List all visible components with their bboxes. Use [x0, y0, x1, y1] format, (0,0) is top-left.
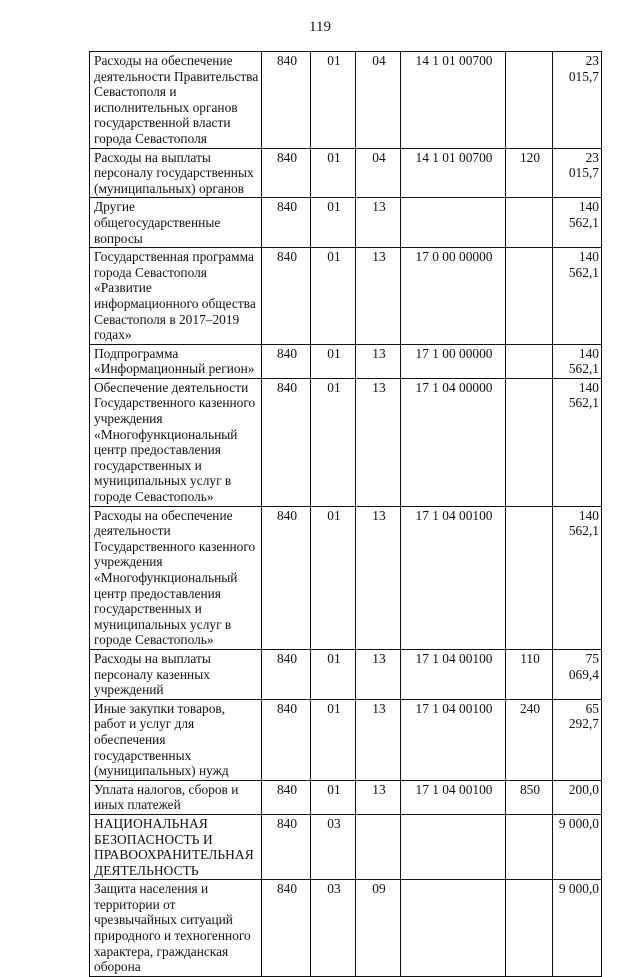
row-name: Другие общегосударственные вопросы [90, 198, 262, 248]
row-amount: 65 292,7 [553, 699, 602, 780]
row-name: Государственная программа города Севастополя «Развитие информационного общества Севастополя в 2017–2019 годах» [90, 248, 262, 345]
row-code: 840 [262, 649, 311, 699]
row-amount: 9 000,0 [553, 814, 602, 879]
page-number: 119 [309, 19, 331, 35]
row-subsection: 13 [356, 198, 401, 248]
table-row [90, 248, 602, 345]
row-subsection [356, 814, 401, 879]
table-row [90, 814, 602, 879]
row-amount: 200,0 [553, 780, 602, 814]
row-subsection: 13 [356, 344, 401, 378]
row-type [506, 52, 553, 149]
row-article: 17 1 04 00000 [401, 378, 506, 506]
row-section: 01 [311, 506, 356, 649]
row-amount: 140 562,1 [553, 248, 602, 345]
row-name: Защита населения и территории от чрезвычайных ситуаций природного и техногенного характера, гражданская оборона [90, 880, 262, 977]
row-name: Иные закупки товаров, работ и услуг для обеспечения государственных (муниципальных) нужд [90, 699, 262, 780]
row-subsection: 13 [356, 699, 401, 780]
table-row [90, 344, 602, 378]
row-subsection: 04 [356, 52, 401, 149]
row-section: 01 [311, 699, 356, 780]
row-subsection: 13 [356, 248, 401, 345]
row-article: 17 0 00 00000 [401, 248, 506, 345]
row-section: 01 [311, 248, 356, 345]
row-name: Уплата налогов, сборов и иных платежей [90, 780, 262, 814]
row-type: 120 [506, 148, 553, 198]
row-type [506, 248, 553, 345]
row-section: 01 [311, 148, 356, 198]
table-row [90, 699, 602, 780]
row-section: 03 [311, 880, 356, 977]
row-type [506, 506, 553, 649]
table-row [90, 649, 602, 699]
row-name: Расходы на обеспечение деятельности Государственного казенного учреждения «Многофункциональный центр предоставления государственных и муниципальных услуг в городе Севастополь» [90, 506, 262, 649]
row-subsection: 13 [356, 780, 401, 814]
row-code: 840 [262, 378, 311, 506]
table-row [90, 506, 602, 649]
row-section: 01 [311, 378, 356, 506]
row-type [506, 344, 553, 378]
row-amount: 75 069,4 [553, 649, 602, 699]
row-type: 850 [506, 780, 553, 814]
row-section: 03 [311, 814, 356, 879]
row-article: 17 1 04 00100 [401, 506, 506, 649]
row-code: 840 [262, 52, 311, 149]
row-code: 840 [262, 780, 311, 814]
row-amount: 23 015,7 [553, 148, 602, 198]
row-type [506, 880, 553, 977]
row-section: 01 [311, 649, 356, 699]
row-name: Обеспечение деятельности Государственного казенного учреждения «Многофункциональный центр предоставления государственных и муниципальных услуг в городе Севастополь» [90, 378, 262, 506]
row-code: 840 [262, 344, 311, 378]
row-article [401, 198, 506, 248]
row-code: 840 [262, 699, 311, 780]
row-type: 240 [506, 699, 553, 780]
row-subsection: 04 [356, 148, 401, 198]
budget-table [89, 51, 602, 977]
row-type [506, 814, 553, 879]
row-subsection: 13 [356, 649, 401, 699]
row-article: 17 1 04 00100 [401, 699, 506, 780]
row-subsection: 09 [356, 880, 401, 977]
row-code: 840 [262, 248, 311, 345]
row-amount: 9 000,0 [553, 880, 602, 977]
row-subsection: 13 [356, 378, 401, 506]
row-code: 840 [262, 198, 311, 248]
row-article: 14 1 01 00700 [401, 52, 506, 149]
table-row [90, 780, 602, 814]
row-article: 14 1 01 00700 [401, 148, 506, 198]
row-article: 17 1 00 00000 [401, 344, 506, 378]
row-type [506, 378, 553, 506]
row-name: Подпрограмма «Информационный регион» [90, 344, 262, 378]
row-amount: 140 562,1 [553, 506, 602, 649]
row-amount: 23 015,7 [553, 52, 602, 149]
row-code: 840 [262, 880, 311, 977]
row-section: 01 [311, 52, 356, 149]
row-name: Расходы на выплаты персоналу казенных учреждений [90, 649, 262, 699]
row-article: 17 1 04 00100 [401, 649, 506, 699]
row-subsection: 13 [356, 506, 401, 649]
row-article [401, 880, 506, 977]
row-article [401, 814, 506, 879]
row-section: 01 [311, 344, 356, 378]
row-section: 01 [311, 198, 356, 248]
table-row [90, 880, 602, 977]
row-article: 17 1 04 00100 [401, 780, 506, 814]
row-code: 840 [262, 814, 311, 879]
row-code: 840 [262, 148, 311, 198]
row-code: 840 [262, 506, 311, 649]
row-section: 01 [311, 780, 356, 814]
table-row [90, 198, 602, 248]
row-name: Расходы на выплаты персоналу государственных (муниципальных) органов [90, 148, 262, 198]
row-amount: 140 562,1 [553, 344, 602, 378]
row-name: Расходы на обеспечение деятельности Правительства Севастополя и исполнительных органов государственной власти города Севастополя [90, 52, 262, 149]
row-amount: 140 562,1 [553, 198, 602, 248]
table-row [90, 378, 602, 506]
row-amount: 140 562,1 [553, 378, 602, 506]
row-type: 110 [506, 649, 553, 699]
row-name: НАЦИОНАЛЬНАЯ БЕЗОПАСНОСТЬ И ПРАВООХРАНИТЕЛЬНАЯ ДЕЯТЕЛЬНОСТЬ [90, 814, 262, 879]
row-type [506, 198, 553, 248]
table-row [90, 52, 602, 149]
table-row [90, 148, 602, 198]
